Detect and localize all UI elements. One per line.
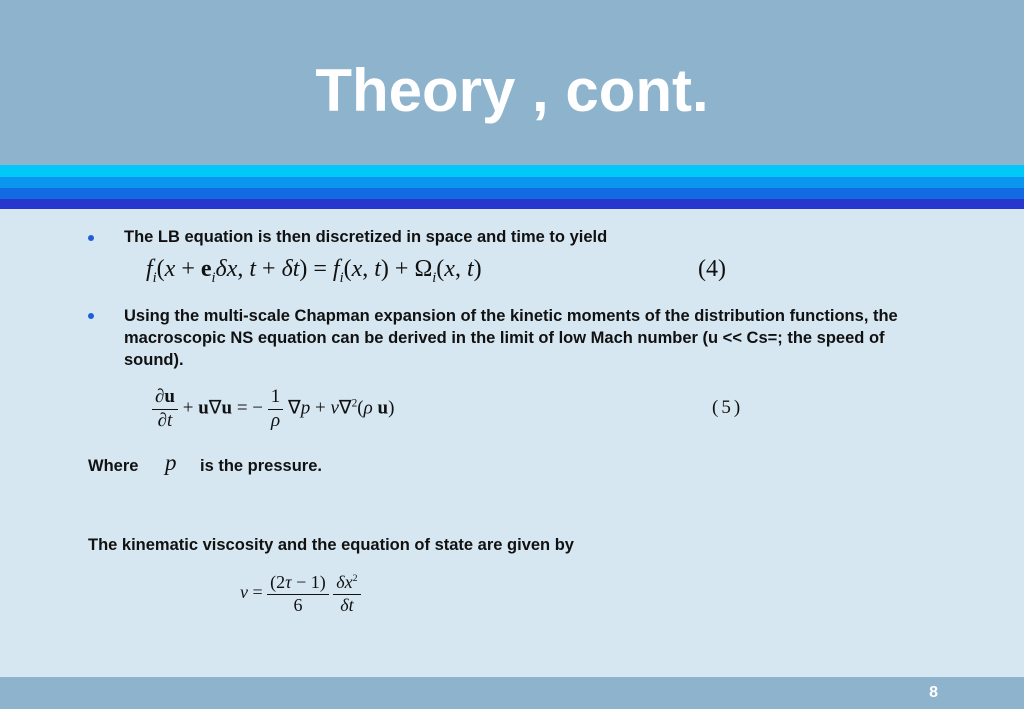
equation-5-number: (5) bbox=[712, 397, 744, 418]
bullet-text-2: Using the multi-scale Chapman expansion of the kinetic moments of the distribution functions, the macroscopic NS equation can be derived in the limit of low Mach number (u << Cs=; the speed of sound). bbox=[124, 307, 898, 369]
bullet-dot-icon bbox=[88, 313, 94, 319]
bullet-text-1: The LB equation is then discretized in space and time to yield bbox=[124, 228, 608, 246]
accent-stripe-2 bbox=[0, 177, 1024, 188]
accent-stripe-4 bbox=[0, 199, 1024, 209]
title-band bbox=[0, 0, 1024, 165]
pressure-symbol: p bbox=[165, 450, 177, 475]
equation-4-number: (4) bbox=[698, 256, 726, 282]
bullet-dot-icon bbox=[88, 235, 94, 241]
accent-stripe-1 bbox=[0, 165, 1024, 177]
accent-stripe-3 bbox=[0, 188, 1024, 199]
viscosity-text: The kinematic viscosity and the equation of state are given by bbox=[88, 536, 574, 554]
viscosity-equation: ν = $\frac{(2\tau - 1)}{6}$ $\frac{\delta x^2}{\delta t}$ bbox=[240, 572, 361, 616]
footer-band bbox=[0, 677, 1024, 709]
page-number: 8 bbox=[929, 684, 938, 701]
where-label: Where bbox=[88, 457, 139, 475]
equation-5: $\frac{\partial u}{\partial t}$ + u∇u = − $\frac{1}{\rho}$ ∇p + ν∇$^2$(ρ u) bbox=[152, 386, 394, 433]
slide-title: Theory , cont. bbox=[315, 57, 709, 124]
where-tail: is the pressure. bbox=[200, 457, 322, 475]
equation-4: $f_i(x + e_i\delta x$, $t + \delta t) = f_i(x$, $t) + \Omega_i(x$, t) bbox=[146, 256, 482, 286]
